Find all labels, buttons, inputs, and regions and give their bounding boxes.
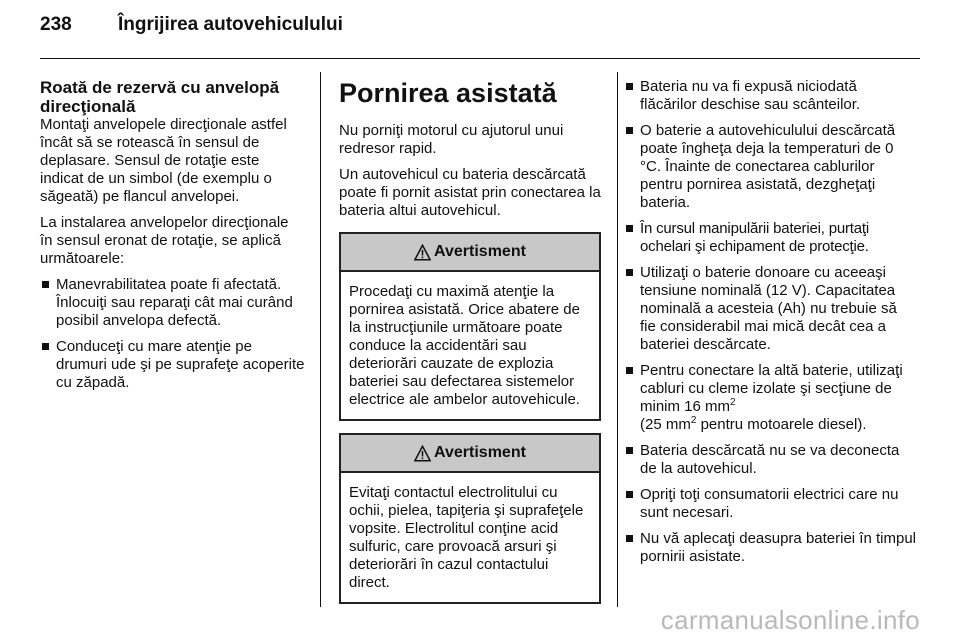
- column-middle: [339, 78, 601, 616]
- watermark: carmanualsonline.info: [660, 605, 920, 635]
- page-header: [40, 14, 343, 44]
- chapter-title: Îngrijirea autovehiculului: [118, 14, 343, 35]
- cable-text: pentru motoarele diesel).: [696, 416, 867, 433]
- list-item: Manevrabilitatea poate fi afectată. Înlocuiţi sau reparaţi cât mai curând posibil anvelopa defectă.: [40, 276, 305, 330]
- section-heading-spare-wheel: Roată de rezervă cu anvelopă direcţională: [40, 78, 280, 116]
- header-rule: [40, 58, 920, 59]
- column-divider-left: [320, 72, 321, 607]
- list-item: Bateria nu va fi expusă niciodată flăcărilor deschise sau scânteilor.: [624, 78, 916, 114]
- column-divider-right: [617, 72, 618, 607]
- list-item: Nu vă aplecaţi deasupra bateriei în timpul pornirii asistate.: [624, 530, 916, 566]
- column-left: [40, 78, 305, 400]
- list-item: O baterie a autovehiculului descărcată poate îngheţa deja la temperaturi de 0 °C. Înainte de conectarea cablurilor pentru pornirea asistată, dezgheţaţi bateria.: [624, 122, 916, 212]
- section-title-jump-start: Pornirea asistată: [339, 78, 557, 108]
- list-item: Utilizaţi o baterie donoare cu aceeaşi tensiune nominală (12 V). Capacitatea nominală a acesteia (Ah) nu trebuie să fie considerabil mai mică decât cea a bateriei descărcate.: [624, 264, 916, 354]
- superscript: 2: [690, 415, 697, 426]
- paragraph: Montaţi anvelopele direcţionale astfel încât să se rotească în sensul de deplasare. Sensul de rotaţie este indicat de un simbol (de exemplu o săgeată) pe flancul anvelopei.: [40, 116, 287, 205]
- superscript: 2: [730, 397, 736, 408]
- paragraph: La instalarea anvelopelor direcţionale în sensul eronat de rotaţie, se aplică următoarele:: [40, 214, 289, 267]
- page-number: 238: [40, 14, 72, 35]
- bullet-list: [624, 78, 916, 566]
- warning-text: Procedaţi cu maximă atenţie la pornirea asistată. Orice abatere de la instrucţiunile următoare poate conduce la accidentări sau deteriorări cauzate de explozia bateriei sau defectarea sistemelor electrice ale ambelor autovehicule.: [349, 283, 580, 408]
- warning-box: [339, 433, 601, 604]
- warning-label: Avertisment: [434, 243, 526, 260]
- warning-triangle-icon: [414, 244, 431, 261]
- list-item: Opriţi toţi consumatorii electrici care nu sunt necesari.: [624, 486, 916, 522]
- paragraph: Nu porniţi motorul cu ajutorul unui redresor rapid.: [339, 122, 564, 157]
- cable-text: (25 mm: [640, 416, 691, 433]
- warning-header: [341, 435, 599, 473]
- warning-triangle-icon: [414, 445, 431, 462]
- cable-text: Pentru conectare la altă baterie, utilizaţi cabluri cu cleme izolate şi secţiune de minim 16 mm: [640, 362, 903, 415]
- list-item-cable-section: [624, 362, 916, 434]
- warning-label: Avertisment: [434, 444, 526, 461]
- list-item: Bateria descărcată nu se va deconecta de la autovehicul.: [624, 442, 916, 478]
- list-item: În cursul manipulării bateriei, purtaţi ochelari şi echipament de protecţie.: [624, 220, 916, 256]
- warning-box: [339, 232, 601, 421]
- warning-text: Evitaţi contactul electrolitului cu ochii, pielea, tapiţeria şi suprafeţele vopsite. Electrolitul conţine acid sulfuric, care provoacă arsuri şi deteriorări în cazul contactului direct.: [349, 484, 584, 591]
- paragraph: Un autovehicul cu bateria descărcată poate fi pornit asistat prin conectarea la bateria altui autovehicul.: [339, 166, 601, 219]
- list-item: Conduceţi cu mare atenţie pe drumuri ude şi pe suprafeţe acoperite cu zăpadă.: [40, 338, 305, 392]
- warning-header: [341, 234, 599, 272]
- column-right: [624, 78, 916, 574]
- bullet-list: [40, 276, 305, 392]
